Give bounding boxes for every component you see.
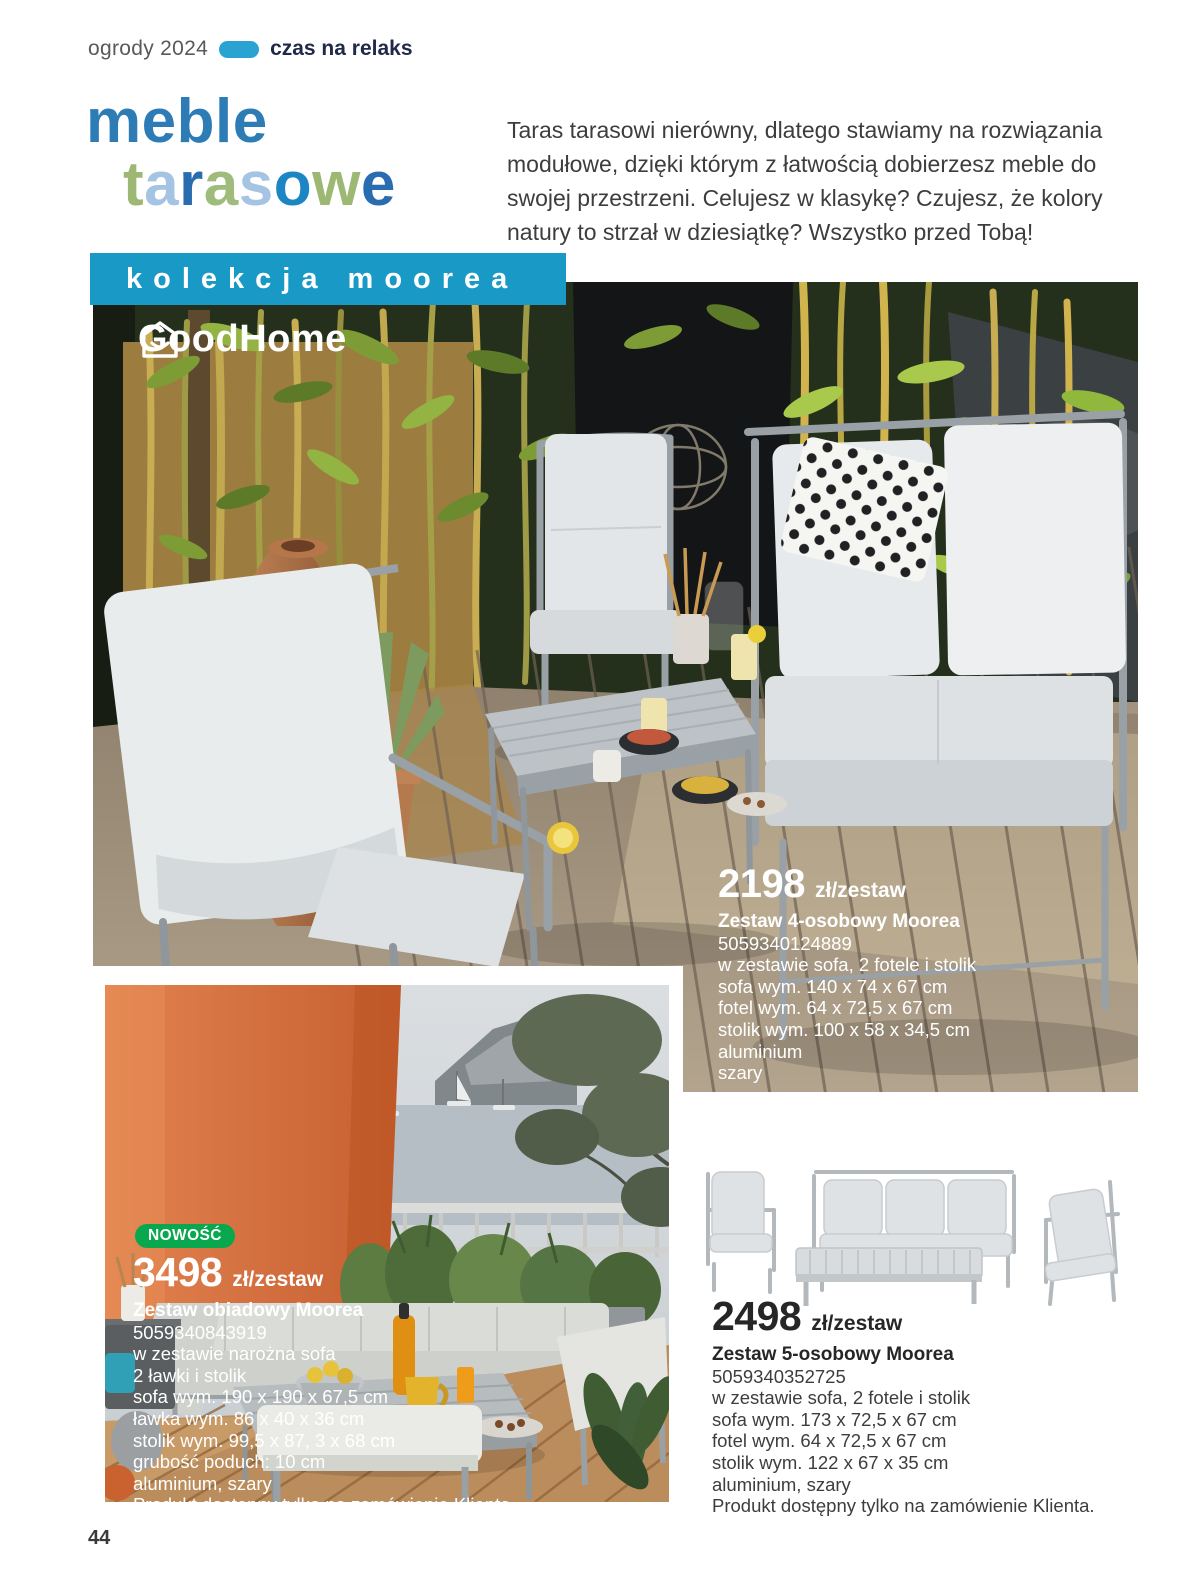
page-number: 44 bbox=[88, 1527, 111, 1549]
title-letter: o bbox=[273, 150, 313, 219]
product-details bbox=[133, 1343, 653, 1516]
product-card-obiadowy bbox=[133, 1249, 653, 1516]
product-detail-line: aluminium, szary bbox=[712, 1473, 851, 1495]
title-letter: r bbox=[179, 150, 204, 219]
product-unit: zł/zestaw bbox=[811, 1312, 903, 1335]
goodhome-wordmark: GoodHome bbox=[138, 318, 347, 360]
product-detail-line: sofa wym. 140 x 74 x 67 cm bbox=[718, 975, 948, 997]
product-details bbox=[712, 1387, 1182, 1517]
product-detail-line: stolik wym. 122 x 67 x 35 cm bbox=[712, 1451, 949, 1473]
goodhome-logo bbox=[138, 318, 347, 361]
product-detail-line: Produkt dostępny tylko na zamówienie Klienta. bbox=[712, 1495, 1095, 1517]
title-letter: t bbox=[123, 150, 145, 219]
title-letter: e bbox=[360, 150, 396, 219]
product-detail-line: grubość poduch: 10 cm bbox=[133, 1451, 326, 1473]
product-detail-line: w zestawie sofa, 2 fotele i stolik bbox=[718, 954, 977, 976]
product-render-illustration bbox=[678, 1122, 1142, 1308]
product-detail-line: ławka wym. 86 x 40 x 36 cm bbox=[133, 1407, 365, 1429]
product-detail-line: Produkt dostępny tylko na zamówienie Klienta. bbox=[133, 1494, 516, 1516]
product-details bbox=[718, 954, 1128, 1084]
title-line1: meble bbox=[86, 87, 268, 156]
product-detail-line: szary bbox=[718, 1062, 763, 1084]
title-letter: w bbox=[312, 150, 361, 219]
section-title bbox=[86, 87, 396, 219]
new-badge: NOWOŚĆ bbox=[135, 1224, 235, 1248]
goodhome-house-icon bbox=[138, 318, 182, 362]
inset-photo-frame bbox=[91, 966, 683, 1517]
product-detail-line: sofa wym. 190 x 190 x 67,5 cm bbox=[133, 1386, 389, 1408]
product-price: 2498 bbox=[712, 1293, 802, 1339]
product-detail-line: fotel wym. 64 x 72,5 x 67 cm bbox=[712, 1430, 947, 1452]
edition-label: ogrody 2024 bbox=[88, 37, 209, 60]
price-row bbox=[718, 864, 1128, 904]
product-detail-line: 2 ławki i stolik bbox=[133, 1364, 247, 1386]
product-ean: 5059340124889 bbox=[718, 932, 852, 954]
product-name: Zestaw 5-osobowy Moorea bbox=[712, 1344, 954, 1365]
tagline-label: czas na relaks bbox=[270, 37, 413, 60]
product-detail-line: aluminium, szary bbox=[133, 1472, 272, 1494]
title-letter: s bbox=[238, 150, 274, 219]
page-header bbox=[88, 37, 413, 61]
price-row bbox=[133, 1249, 653, 1295]
product-render bbox=[678, 1122, 1142, 1308]
product-unit: zł/zestaw bbox=[814, 879, 907, 902]
product-detail-line: w zestawie sofa, 2 fotele i stolik bbox=[712, 1387, 971, 1409]
product-unit: zł/zestaw bbox=[232, 1268, 324, 1291]
product-ean: 5059340843919 bbox=[133, 1321, 267, 1343]
product-detail-line: sofa wym. 173 x 72,5 x 67 cm bbox=[712, 1408, 957, 1430]
collection-banner: kolekcja moorea bbox=[90, 253, 566, 305]
price-row bbox=[712, 1293, 1182, 1339]
product-ean: 5059340352725 bbox=[712, 1365, 846, 1387]
product-detail-line: aluminium bbox=[718, 1040, 803, 1062]
title-line2 bbox=[123, 150, 396, 219]
product-name: Zestaw 4-osobowy Moorea bbox=[718, 911, 960, 932]
product-price: 2198 bbox=[718, 862, 805, 906]
product-detail-line: stolik wym. 100 x 58 x 34,5 cm bbox=[718, 1018, 970, 1040]
product-detail-line: w zestawie narożna sofa bbox=[133, 1343, 336, 1365]
product-card-4-osobowy bbox=[718, 864, 1128, 1084]
title-letter: a bbox=[203, 150, 239, 219]
product-card-5-osobowy bbox=[712, 1293, 1182, 1517]
product-detail-line: fotel wym. 64 x 72,5 x 67 cm bbox=[718, 997, 953, 1019]
intro-paragraph: Taras tarasowi nierówny, dlatego stawiamy na rozwiązania modułowe, dzięki którym z łatwością dobierzesz meble do swojej przestrzeni. Celujesz w klasykę? Czujesz, że kolory natury to strzał w dziesiątkę? Wszystko przed Tobą! bbox=[507, 117, 1103, 245]
product-detail-line: stolik wym. 99,5 x 87, 3 x 68 cm bbox=[133, 1429, 396, 1451]
product-name: Zestaw obiadowy Moorea bbox=[133, 1300, 364, 1321]
product-price: 3498 bbox=[133, 1249, 223, 1295]
divider-pill-icon bbox=[219, 41, 259, 58]
title-letter: a bbox=[144, 150, 180, 219]
